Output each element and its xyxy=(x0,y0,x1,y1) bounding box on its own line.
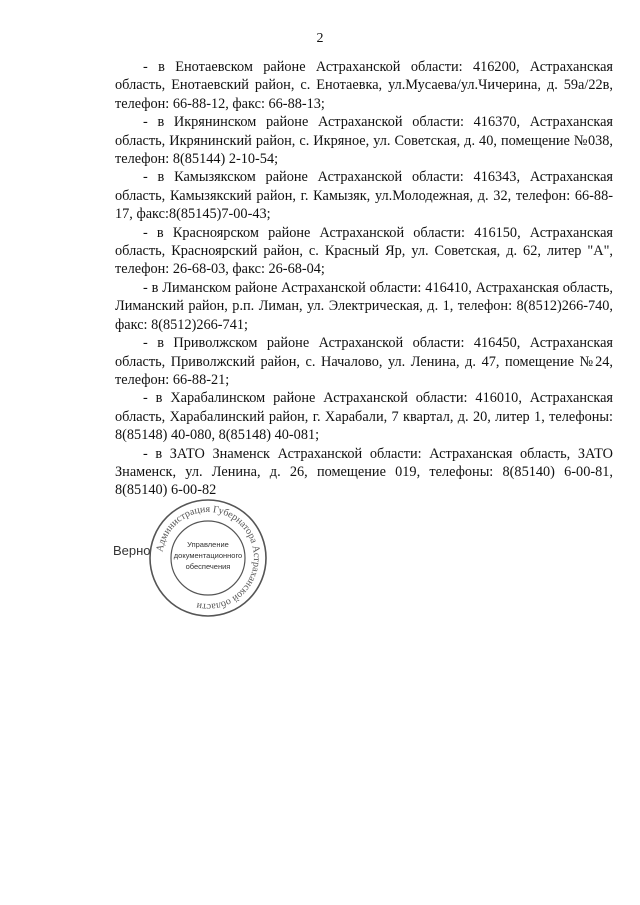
list-item: - в Лиманском районе Астраханской области: 416410, Астраханская область, Лиманский район, р.п. Лиман, ул. Электрическая, д. 1, телефон: 8(8512)266-740, факс: 8(8512)266-741; xyxy=(115,279,613,333)
page-number: 2 xyxy=(316,31,324,46)
list-item: - в Красноярском районе Астраханской области: 416150, Астраханская область, Красноярский район, с. Красный Яр, ул. Советская, д. 62, литер "А", телефон: 26-68-03, факс: 26-68-04; xyxy=(115,224,613,278)
stamp-inner-line: обеспечения xyxy=(185,562,231,571)
stamp-outer-text: Администрация Губернатора Астраханской области xyxy=(154,503,263,613)
list-item: - в ЗАТО Знаменск Астраханской области: Астраханская область, ЗАТО Знаменск, ул. Ленина, д. 26, помещение 019, телефоны: 8(85140) 6-00-81, 8(85140) 6-00-82 xyxy=(115,445,613,499)
stamp-inner-line: документационного xyxy=(173,551,243,560)
list-item: - в Камызякском районе Астраханской области: 416343, Астраханская область, Камызякский район, г. Камызяк, ул.Молодежная, д. 32, телефон: 66-88-17, факс:8(85145)7-00-43; xyxy=(115,169,613,223)
list-item: - в Енотаевском районе Астраханской области: 416200, Астраханская область, Енотаевский район, с. Енотаевка, ул.Мусаева/ул.Чичерина, д. 59а/22в, телефон: 66-88-12, факс: 66-88-13; xyxy=(115,59,613,112)
list-item: - в Харабалинском районе Астраханской области: 416010, Астраханская область, Харабалинский район, г. Харабали, 7 квартал, д. 20, литер 1, телефоны: 8(85148) 40-080, 8(85148) 40-081; xyxy=(115,390,613,444)
address-list xyxy=(115,58,613,500)
stamp-inner-line: Управление xyxy=(187,540,229,549)
list-item: - в Приволжском районе Астраханской области: 416450, Астраханская область, Приволжский район, с. Началово, ул. Ленина, д. 47, помещение №24, телефон: 66-88-21; xyxy=(115,335,613,388)
list-item: - в Икрянинском районе Астраханской области: 416370, Астраханская область, Икрянинский район, с. Икряное, ул. Советская, д. 40, помещение №038, телефон: 8(85144) 2-10-54; xyxy=(115,114,613,168)
official-stamp xyxy=(146,496,270,620)
certification-label: Верно xyxy=(113,543,151,558)
